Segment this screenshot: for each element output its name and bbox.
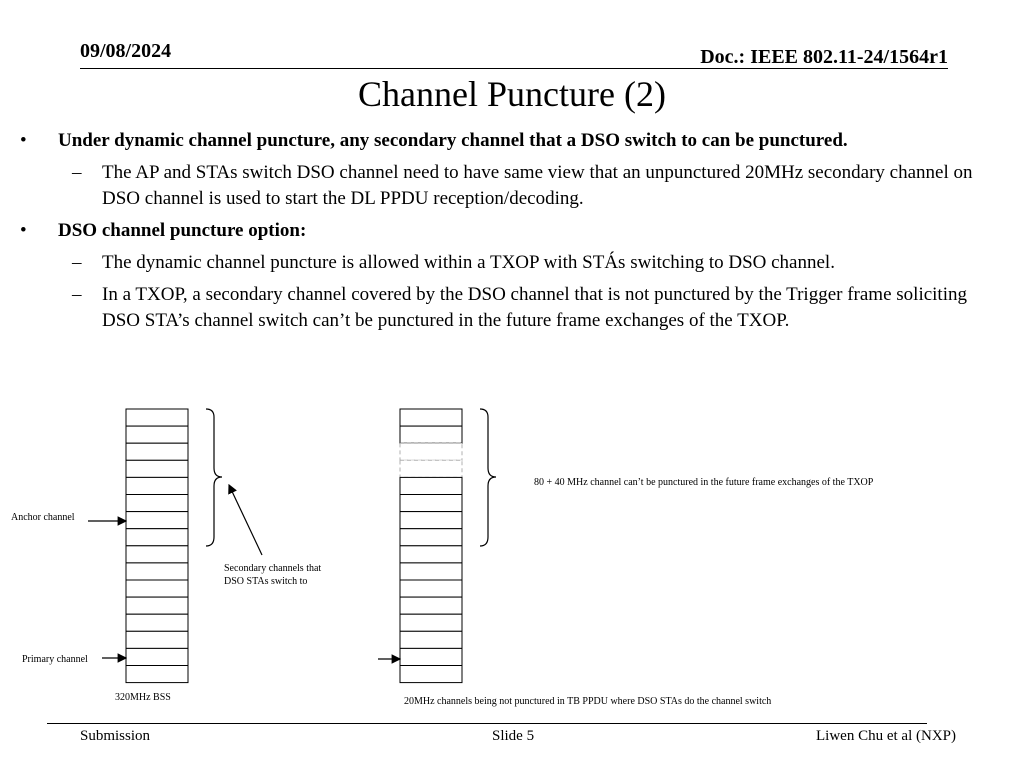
- bullet-1-text: Under dynamic channel puncture, any secondary channel that a DSO switch to can be punctured.: [58, 130, 848, 151]
- bullet-1: [20, 128, 1020, 154]
- right-caption: 20MHz channels being not punctured in TB PPDU where DSO STAs do the channel switch: [404, 696, 772, 707]
- sub-bullet-1-1: [20, 160, 1002, 212]
- channel-slot: [126, 460, 188, 477]
- footer-slide-number: Slide 5: [492, 728, 535, 744]
- bullet-2-text: DSO channel puncture option:: [58, 220, 307, 241]
- secondary-label-line-1: Secondary channels that: [224, 563, 322, 574]
- slide-title: Channel Puncture (2): [358, 74, 666, 114]
- bullet-marker: •: [20, 220, 27, 241]
- channel-slot: [400, 546, 462, 563]
- sub-bullet-2-2-text: In a TXOP, a secondary channel covered by the DSO channel that is not punctured by the Trigger frame soliciting DSO STA’s channel switch can’t be punctured in the future frame exchanges of the TXOP.: [102, 284, 967, 331]
- channel-slot: [400, 495, 462, 512]
- channel-slot: [400, 460, 462, 477]
- primary-channel-label: Primary channel: [22, 654, 88, 665]
- channel-slot: [126, 409, 188, 426]
- right-brace: [480, 409, 496, 546]
- anchor-channel-label: Anchor channel: [11, 512, 75, 523]
- channel-slot: [400, 666, 462, 683]
- left-brace: [206, 409, 222, 546]
- channel-slot: [400, 477, 462, 494]
- channel-slot: [126, 666, 188, 683]
- channel-slot: [126, 512, 188, 529]
- channel-diagram: [0, 400, 1024, 720]
- channel-diagram-svg: [0, 400, 1024, 720]
- channel-slot: [126, 580, 188, 597]
- secondary-label-line-2: DSO STAs switch to: [224, 576, 308, 587]
- channel-slot: [126, 477, 188, 494]
- footer-submission: Submission: [80, 728, 151, 744]
- channel-slot: [400, 614, 462, 631]
- channel-slot: [126, 495, 188, 512]
- bullet-marker: •: [20, 130, 27, 151]
- left-channel-stack: [126, 409, 188, 683]
- header-doc-id: Doc.: IEEE 802.11-24/1564r1: [700, 46, 948, 68]
- channel-slot: [400, 529, 462, 546]
- left-caption: 320MHz BSS: [115, 692, 171, 703]
- sub-bullet-1-1-text: The AP and STAs switch DSO channel need to have same view that an unpunctured 20MHz secondary channel on DSO channel is used to start the DL PPDU reception/decoding.: [102, 162, 973, 209]
- secondary-arrow: [229, 485, 262, 555]
- bullet-2: [20, 218, 1020, 244]
- right-note: 80 + 40 MHz channel can’t be punctured in the future frame exchanges of the TXOP: [534, 477, 874, 488]
- footer-author: Liwen Chu et al (NXP): [816, 728, 956, 744]
- dash-marker: –: [72, 252, 82, 273]
- channel-slot: [400, 597, 462, 614]
- channel-slot: [400, 648, 462, 665]
- bullet-list: [20, 128, 1020, 340]
- channel-slot: [126, 426, 188, 443]
- channel-slot: [400, 580, 462, 597]
- sub-bullet-2-2: [20, 282, 1002, 334]
- header-date: 09/08/2024: [80, 40, 172, 62]
- channel-slot: [400, 409, 462, 426]
- header-divider: [80, 68, 948, 69]
- channel-slot: [126, 443, 188, 460]
- channel-slot: [400, 443, 462, 460]
- channel-slot: [126, 563, 188, 580]
- channel-slot: [400, 426, 462, 443]
- channel-slot: [126, 648, 188, 665]
- right-channel-stack: [400, 409, 462, 683]
- channel-slot: [400, 631, 462, 648]
- channel-slot: [126, 597, 188, 614]
- dash-marker: –: [72, 162, 82, 183]
- sub-bullet-2-1: [20, 250, 1002, 276]
- sub-bullet-2-1-text: The dynamic channel puncture is allowed within a TXOP with STÁs switching to DSO channel.: [102, 252, 835, 273]
- dash-marker: –: [72, 284, 82, 305]
- channel-slot: [400, 563, 462, 580]
- channel-slot: [126, 546, 188, 563]
- channel-slot: [126, 529, 188, 546]
- footer-divider: [47, 723, 927, 724]
- channel-slot: [126, 631, 188, 648]
- channel-slot: [400, 512, 462, 529]
- channel-slot: [126, 614, 188, 631]
- secondary-channels-label: [224, 562, 321, 588]
